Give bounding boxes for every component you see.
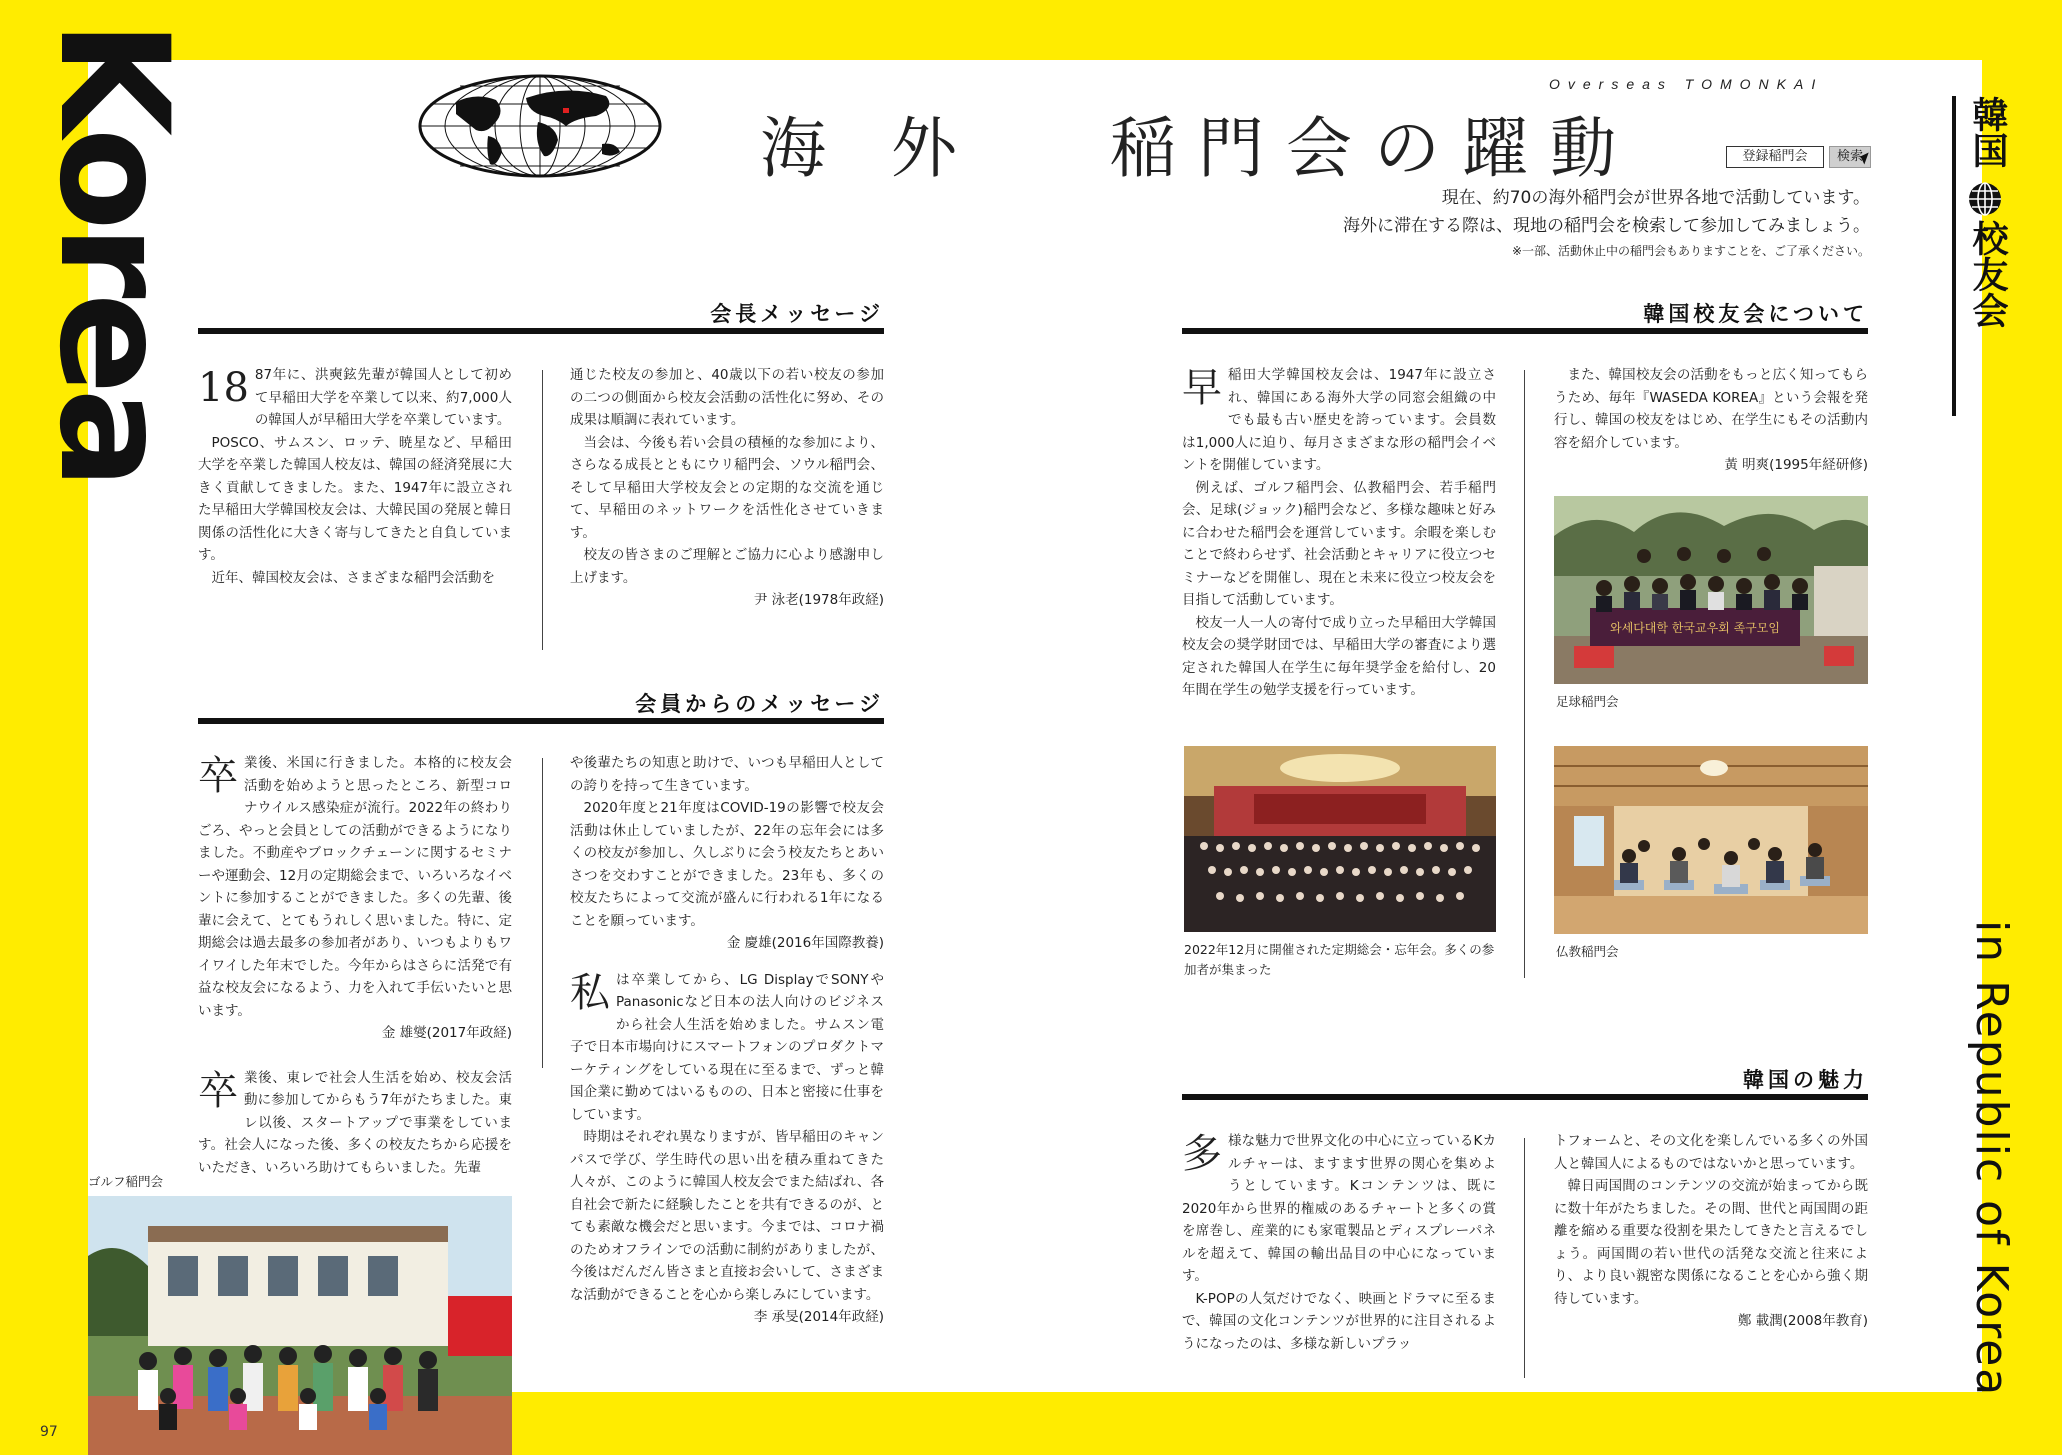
charm-paragraph: 韓日両国間のコンテンツの交流が始まってから既に数十年がたちました。その間、世代と両国間の距離を縮める重要な役割を果たしてきたと言えるでしょう。両国間の若い世代の活発な交流と往来により、より良い親密な関係になることを心から強く期待しています。 (1554, 1178, 1868, 1307)
buddhist-photo-caption: 仏教稲門会 (1556, 944, 1619, 959)
vertical-title-part: 韓国 (1967, 96, 2009, 168)
member-signature: 金 雄燮(2017年政経) (381, 1025, 512, 1041)
vertical-title-rule (1952, 96, 1956, 416)
drop-cap: 卒 (198, 1067, 238, 1114)
chairman-paragraph: 近年、韓国校友会は、さまざまな稲門会活動を (211, 569, 495, 586)
column-divider (542, 758, 543, 1068)
column-divider (1524, 1138, 1525, 1378)
chairman-paragraph: 校友の皆さまのご理解とご協力に心より感謝申し上げます。 (570, 547, 884, 586)
charm-column-1 (1182, 1130, 1496, 1355)
about-association-heading: 韓国校友会について (1182, 294, 1868, 334)
members-column-1 (198, 752, 512, 1179)
drop-cap: 卒 (198, 753, 238, 799)
about-column-1 (1182, 364, 1496, 702)
member-messages-heading: 会員からのメッセージ (198, 684, 884, 724)
korea-charm-heading: 韓国の魅力 (1182, 1060, 1868, 1100)
about-column-2 (1554, 364, 1868, 477)
registered-tomonkai-tag: 登録稲門会 (1726, 146, 1824, 168)
chairman-column-1 (198, 364, 512, 589)
member-paragraph: は卒業してから、LG DisplayでSONYやPanasonicなど日本の法人向けのビジネスから社会人生活を始めました。サムスン電子で日本市場向けにスマートフォンのプロダクトマーケティングをしている現在に至るまで、ずっと韓国企業に勤めてはいるものの、日本と密接に仕事をしています。 (570, 971, 884, 1123)
about-signature: 黃 明爽(1995年経研修) (1724, 457, 1868, 473)
charm-signature: 鄭 載潤(2008年教育) (1737, 1313, 1868, 1329)
about-paragraph: 例えば、ゴルフ稲門会、仏教稲門会、若手稲門会、足球(ジョック)稲門会など、多様な趣味と好みに合わせた稲門会を運営しています。余暇を楽しむことで終わらせず、社会活動とキャリアに役立つセミナーなどを開催し、現在と未来に役立つ校友会を目指して活動しています。 (1182, 479, 1496, 608)
about-paragraph: また、韓国校友会の活動をもっと広く知ってもらうため、毎年『WASEDA KOREA』という会報を発行し、韓国の校友をはじめ、在学生にもその活動内容を紹介しています。 (1554, 367, 1868, 451)
globe-icon (1967, 179, 2003, 215)
yellow-band-bottom (512, 1392, 2062, 1455)
column-divider (1524, 370, 1525, 978)
member-signature: 金 慶雄(2016年国際教養) (726, 935, 884, 951)
golf-group-photo (88, 1196, 512, 1455)
intro-note: ※一部、活動休止中の稲門会もありますことを、ご了承ください。 (1511, 244, 1870, 258)
page-title: 海 外 稲門会の躍動 (760, 110, 1638, 187)
chairman-paragraph: 通じた校友の参加と、40歳以下の若い校友の参加の二つの側面から校友会活動の活性化に努め、その成果は順調に表れています。 (570, 367, 884, 428)
chairman-message-heading: 会長メッセージ (198, 294, 884, 334)
banner-text: 와세다대학 한국교우회 족구모임 (1610, 621, 1780, 635)
vertical-title (1962, 96, 2008, 328)
chairman-column-2 (570, 364, 884, 612)
in-republic-of-korea-label (1963, 920, 2023, 1440)
vertical-title-part: 校友会 (1967, 220, 2009, 328)
member-paragraph: 2020年度と21年度はCOVID-19の影響で校友会活動は休止していましたが、22年の忘年会には多くの校友が参加し、久しぶりに会う校友たちとあいさつを交わすことができました。23年も、多くの校友たちによって交流が盛んに行われる1年になることを願っています。 (570, 800, 884, 929)
page-subtitle-en: Overseas TOMONKAI (1549, 76, 1824, 92)
column-divider (542, 370, 543, 650)
football-photo-caption: 足球稲門会 (1556, 694, 1619, 709)
world-map-icon (416, 72, 664, 180)
drop-cap: 18 (198, 365, 249, 411)
member-paragraph: や後輩たちの知恵と助けで、いつも早稲田人としての誇りを持って生きています。 (570, 755, 884, 794)
about-paragraph: 稲田大学韓国校友会は、1947年に設立され、韓国にある海外大学の同窓会組織の中でも最も古い歴史を誇っています。会員数は1,000人に迫り、毎月さまざまな形の稲門会イベントを開催しています。 (1182, 367, 1496, 473)
charm-column-2 (1554, 1130, 1868, 1333)
football-club-photo (1554, 496, 1868, 684)
drop-cap: 早 (1182, 365, 1222, 411)
about-paragraph: 校友一人一人の寄付で成り立った早稲田大学韓国校友会の奨学財団では、早稲田大学の審査により選定された韓国人在学生に毎年奨学金を給付し、20年間在学生の勉学支援を行っています。 (1182, 614, 1496, 698)
chairman-paragraph: POSCO、サムスン、ロッテ、暁星など、早稲田大学を卒業した韓国人校友は、韓国の経済発展に大きく貢献してきました。また、1947年に設立された早稲田大学韓国校友会は、大韓民国の発展と韓日関係の活性化に大きく寄与してきたと自負しています。 (198, 434, 512, 563)
intro-line: 現在、約70の海外稲門会が世界各地で活動しています。 (1441, 188, 1870, 208)
buddhist-club-photo (1554, 746, 1868, 934)
chairman-paragraph: 87年に、洪奭鉉先輩が韓国人として初めて早稲田大学を卒業して以来、約7,000人の韓国人が早稲田大学を卒業しています。 (254, 367, 512, 428)
chairman-signature: 尹 泳老(1978年政経) (753, 592, 884, 608)
member-signature: 李 承旻(2014年政経) (753, 1309, 884, 1325)
in-republic-of-korea-text: in Republic of Korea (1966, 920, 2017, 1398)
member-paragraph: 業後、米国に行きました。本格的に校友会活動を始めようと思ったところ、新型コロナウイルス感染症が流行。2022年の終わりごろ、やっと会員としての活動ができるようになりました。不動産やブロックチェーンに関するセミナーや運動会、12月の定期総会まで、いろいろなイベントに参加することができました。多くの先輩、後輩に会えて、とてもうれしく思いました。特に、定期総会は過去最多の参加者があり、いつもよりもワイワイした年末でした。今年からはさらに活発で有益な校友会になるよう、力を入れて手伝いたいと思います。 (198, 755, 512, 1019)
members-column-2 (570, 752, 884, 1329)
golf-photo-caption: ゴルフ稲門会 (88, 1174, 164, 1189)
meeting-photo-caption: 2022年12月に開催された定期総会・忘年会。多くの参加者が集まった (1184, 942, 1495, 977)
member-paragraph: 時期はそれぞれ異なりますが、皆早稲田のキャンパスで学び、学生時代の思い出を積み重ねてきた人々が、このように韓国人校友会でまた結ばれ、各自社会で新たに経験したことを共有できるのが、とても素敵な機会だと思います。今までは、コロナ禍のためオフラインでの活動に制約がありましたが、今後はだんだん皆さまと直接お会いして、さまざまな活動ができることを心から楽しみにしています。 (570, 1129, 884, 1303)
intro-line: 海外に滞在する際は、現地の稲門会を検索して参加してみましょう。 (1343, 216, 1870, 236)
charm-paragraph: 様な魅力で世界文化の中心に立っているKカルチャーは、ますます世界の関心を集めようとしています。Kコンテンツは、既に2020年から世界的権威のあるチャートと多くの賞を席巻し、産業的にも家電製品とディスプレーパネルを超えて、韓国の輸出品目の中心になっています。 (1182, 1133, 1496, 1284)
drop-cap: 私 (570, 969, 610, 1016)
chairman-paragraph: 当会は、今後も若い会員の積極的な参加により、さらなる成長とともにウリ稲門会、ソウル稲門会、そして早稲田大学校友会との定期的な交流を通じて、早稲田のネットワークを活性化させていきます。 (570, 434, 884, 541)
general-meeting-photo (1184, 746, 1496, 932)
intro-text (1343, 184, 1870, 262)
drop-cap: 多 (1182, 1131, 1222, 1177)
page-number: 97 (40, 1424, 58, 1440)
korea-side-label-text: Korea (26, 20, 200, 484)
charm-paragraph: トフォームと、その文化を楽しんでいる多くの外国人と韓国人によるものではないかと思っています。 (1554, 1133, 1868, 1172)
charm-paragraph: K-POPの人気だけでなく、映画とドラマに至るまで、韓国の文化コンテンツが世界的に注目されるようになったのは、多様な新しいプラッ (1182, 1290, 1496, 1352)
member-paragraph: 業後、東レで社会人生活を始め、校友会活動に参加してからもう7年がたちました。東レ以後、スタートアップで事業をしています。社会人になった後、多くの校友たちから応援をいただき、いろいろ助けてもらいました。先輩 (198, 1069, 512, 1176)
search-tag: 検索 (1829, 146, 1871, 168)
